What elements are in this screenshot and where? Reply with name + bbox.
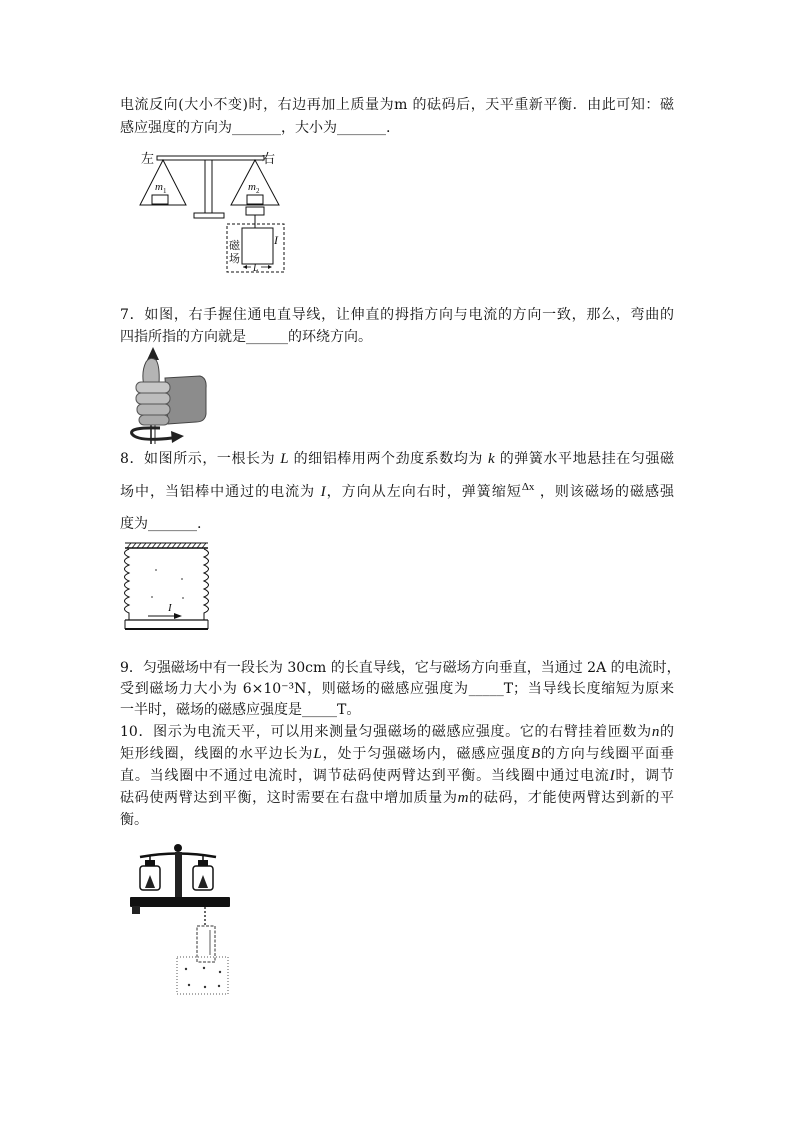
finger-3 xyxy=(137,404,170,415)
platform-foot xyxy=(132,906,140,914)
variable-delta-x: Δx xyxy=(521,481,535,493)
q10-line-4-text-a: 砝码使两臂达到平衡，这时需要在右盘中增加质量为 xyxy=(120,790,458,806)
length-arrowhead-right xyxy=(268,265,272,269)
left-label: 左 xyxy=(141,152,155,167)
spring-rod-figure xyxy=(118,538,215,635)
right-mass-symbol: m xyxy=(248,181,256,193)
variable-B: B xyxy=(530,746,541,762)
balance-figure xyxy=(130,145,290,275)
field-dot xyxy=(151,596,153,598)
left-spring xyxy=(125,549,130,620)
q8-line-1-text-c: 的弹簧水平地悬挂在匀强磁 xyxy=(494,451,675,467)
q10-line-2-text-a: 矩形线圈，线圈的水平边长为 xyxy=(120,746,314,762)
left-weight xyxy=(152,195,168,204)
right-spring xyxy=(204,549,209,620)
q10-line-3-text-a: 直。当线圈中不通过电流时，调节砝码使两臂达到平衡。当线圈中通过电流 xyxy=(120,768,610,784)
q8-line-2-text-a: 场中，当铝棒中通过的电流为 xyxy=(120,484,321,500)
variable-L: L xyxy=(280,451,289,467)
q6-line-2: 感应强度的方向为_______，大小为_______. xyxy=(120,120,391,136)
field-dot xyxy=(181,578,183,580)
current-balance-figure xyxy=(128,838,233,998)
q9-line-3: 一半时，磁场的磁感应强度是_____T。 xyxy=(120,702,361,718)
q9-line-1: 9．匀强磁场中有一段长为 30cm 的长直导线，它与磁场方向垂直，当通过 2A 的电流时， xyxy=(120,660,681,676)
current-arrow-icon xyxy=(147,347,159,360)
q10-line-4 xyxy=(120,787,674,809)
balance-base xyxy=(194,213,224,218)
q8-line-3: 度为_______. xyxy=(120,516,202,532)
right-label: 右 xyxy=(262,152,276,167)
field-dot xyxy=(155,569,157,571)
field-dot xyxy=(203,967,205,969)
variable-I: I xyxy=(609,768,615,784)
left-mass-subscript: 1 xyxy=(162,187,167,195)
field-dot xyxy=(219,971,221,973)
finger-1 xyxy=(136,382,170,393)
finger-4 xyxy=(139,415,169,425)
variable-L: L xyxy=(313,746,322,762)
coil-hanger xyxy=(246,207,264,215)
left-mass-symbol: m xyxy=(155,181,163,193)
q10-line-5: 衡。 xyxy=(120,812,148,828)
current-label: I xyxy=(168,602,172,614)
q10-line-3-text-b: 时，调节 xyxy=(614,768,675,784)
variable-n: n xyxy=(651,724,660,740)
field-label-2: 场 xyxy=(229,252,240,265)
q10-line-2 xyxy=(120,743,674,765)
hand-back xyxy=(165,376,206,424)
q10-line-2-text-c: 的方向与线圈平面垂 xyxy=(540,746,675,762)
balance-platform xyxy=(130,897,230,907)
pivot xyxy=(174,844,182,852)
field-dot xyxy=(182,597,184,599)
q10-line-1-text-a: 10．图示为电流天平，可以用来测量匀强磁场的磁感应强度。它的右臂挂着匝数为 xyxy=(120,724,652,740)
length-label: L xyxy=(253,263,259,274)
current-arrowhead-icon xyxy=(174,613,182,619)
right-hand-rule-figure xyxy=(126,344,216,448)
right-weight xyxy=(247,195,263,204)
variable-k: k xyxy=(488,451,495,467)
balance-beam xyxy=(157,156,264,160)
field-dot xyxy=(188,984,190,986)
q10-line-1 xyxy=(120,721,674,743)
right-mass-subscript: 2 xyxy=(255,187,260,195)
q8-line-2-text-c: ，则该磁场的磁感强 xyxy=(534,484,675,500)
q10-line-1-text-b: 的 xyxy=(659,724,675,740)
q10-line-3 xyxy=(120,765,674,787)
field-dot xyxy=(185,968,187,970)
q8-line-1 xyxy=(120,448,674,470)
balance-post xyxy=(175,852,182,898)
field-dot xyxy=(204,986,206,988)
variable-m: m xyxy=(457,790,469,806)
q10-line-4-text-b: 的砝码，才能使两臂达到新的平 xyxy=(468,790,675,806)
length-arrowhead-left xyxy=(243,265,247,269)
q8-line-2 xyxy=(120,481,674,503)
q6-line-1: 电流反向(大小不变)时，右边再加上质量为m 的砝码后，天平重新平衡．由此可知：磁 xyxy=(120,97,674,113)
q9-line-2: 受到磁场力大小为 6×10⁻³N，则磁场的磁感应强度为_____T；当导线长度缩短为原来 xyxy=(120,681,674,697)
variable-I: I xyxy=(320,484,326,500)
field-region xyxy=(177,957,228,994)
coil xyxy=(242,228,273,264)
q8-line-1-text-b: 的细铝棒用两个劲度系数均为 xyxy=(288,451,489,467)
field-dot xyxy=(218,985,220,987)
field-label-1: 磁 xyxy=(229,239,240,252)
current-label: I xyxy=(274,233,278,247)
q7-line-1: 7．如图，右手握住通电直导线，让伸直的拇指方向与电流的方向一致，那么，弯曲的 xyxy=(120,307,674,323)
left-mass-label xyxy=(155,181,167,195)
circulation-arrowhead-icon xyxy=(171,431,184,443)
balance-pillar xyxy=(205,160,212,213)
q8-line-2-text-b: ，方向从左向右时，弹簧缩短 xyxy=(325,484,522,500)
q10-line-2-text-b: ，处于匀强磁场内，磁感应强度 xyxy=(321,746,531,762)
q8-line-1-text-a: 8．如图所示，一根长为 xyxy=(120,451,281,467)
rectangular-coil xyxy=(197,926,215,962)
finger-2 xyxy=(136,393,170,404)
right-mass-label xyxy=(248,181,260,195)
q7-line-2: 四指所指的方向就是______的环绕方向。 xyxy=(120,329,372,345)
